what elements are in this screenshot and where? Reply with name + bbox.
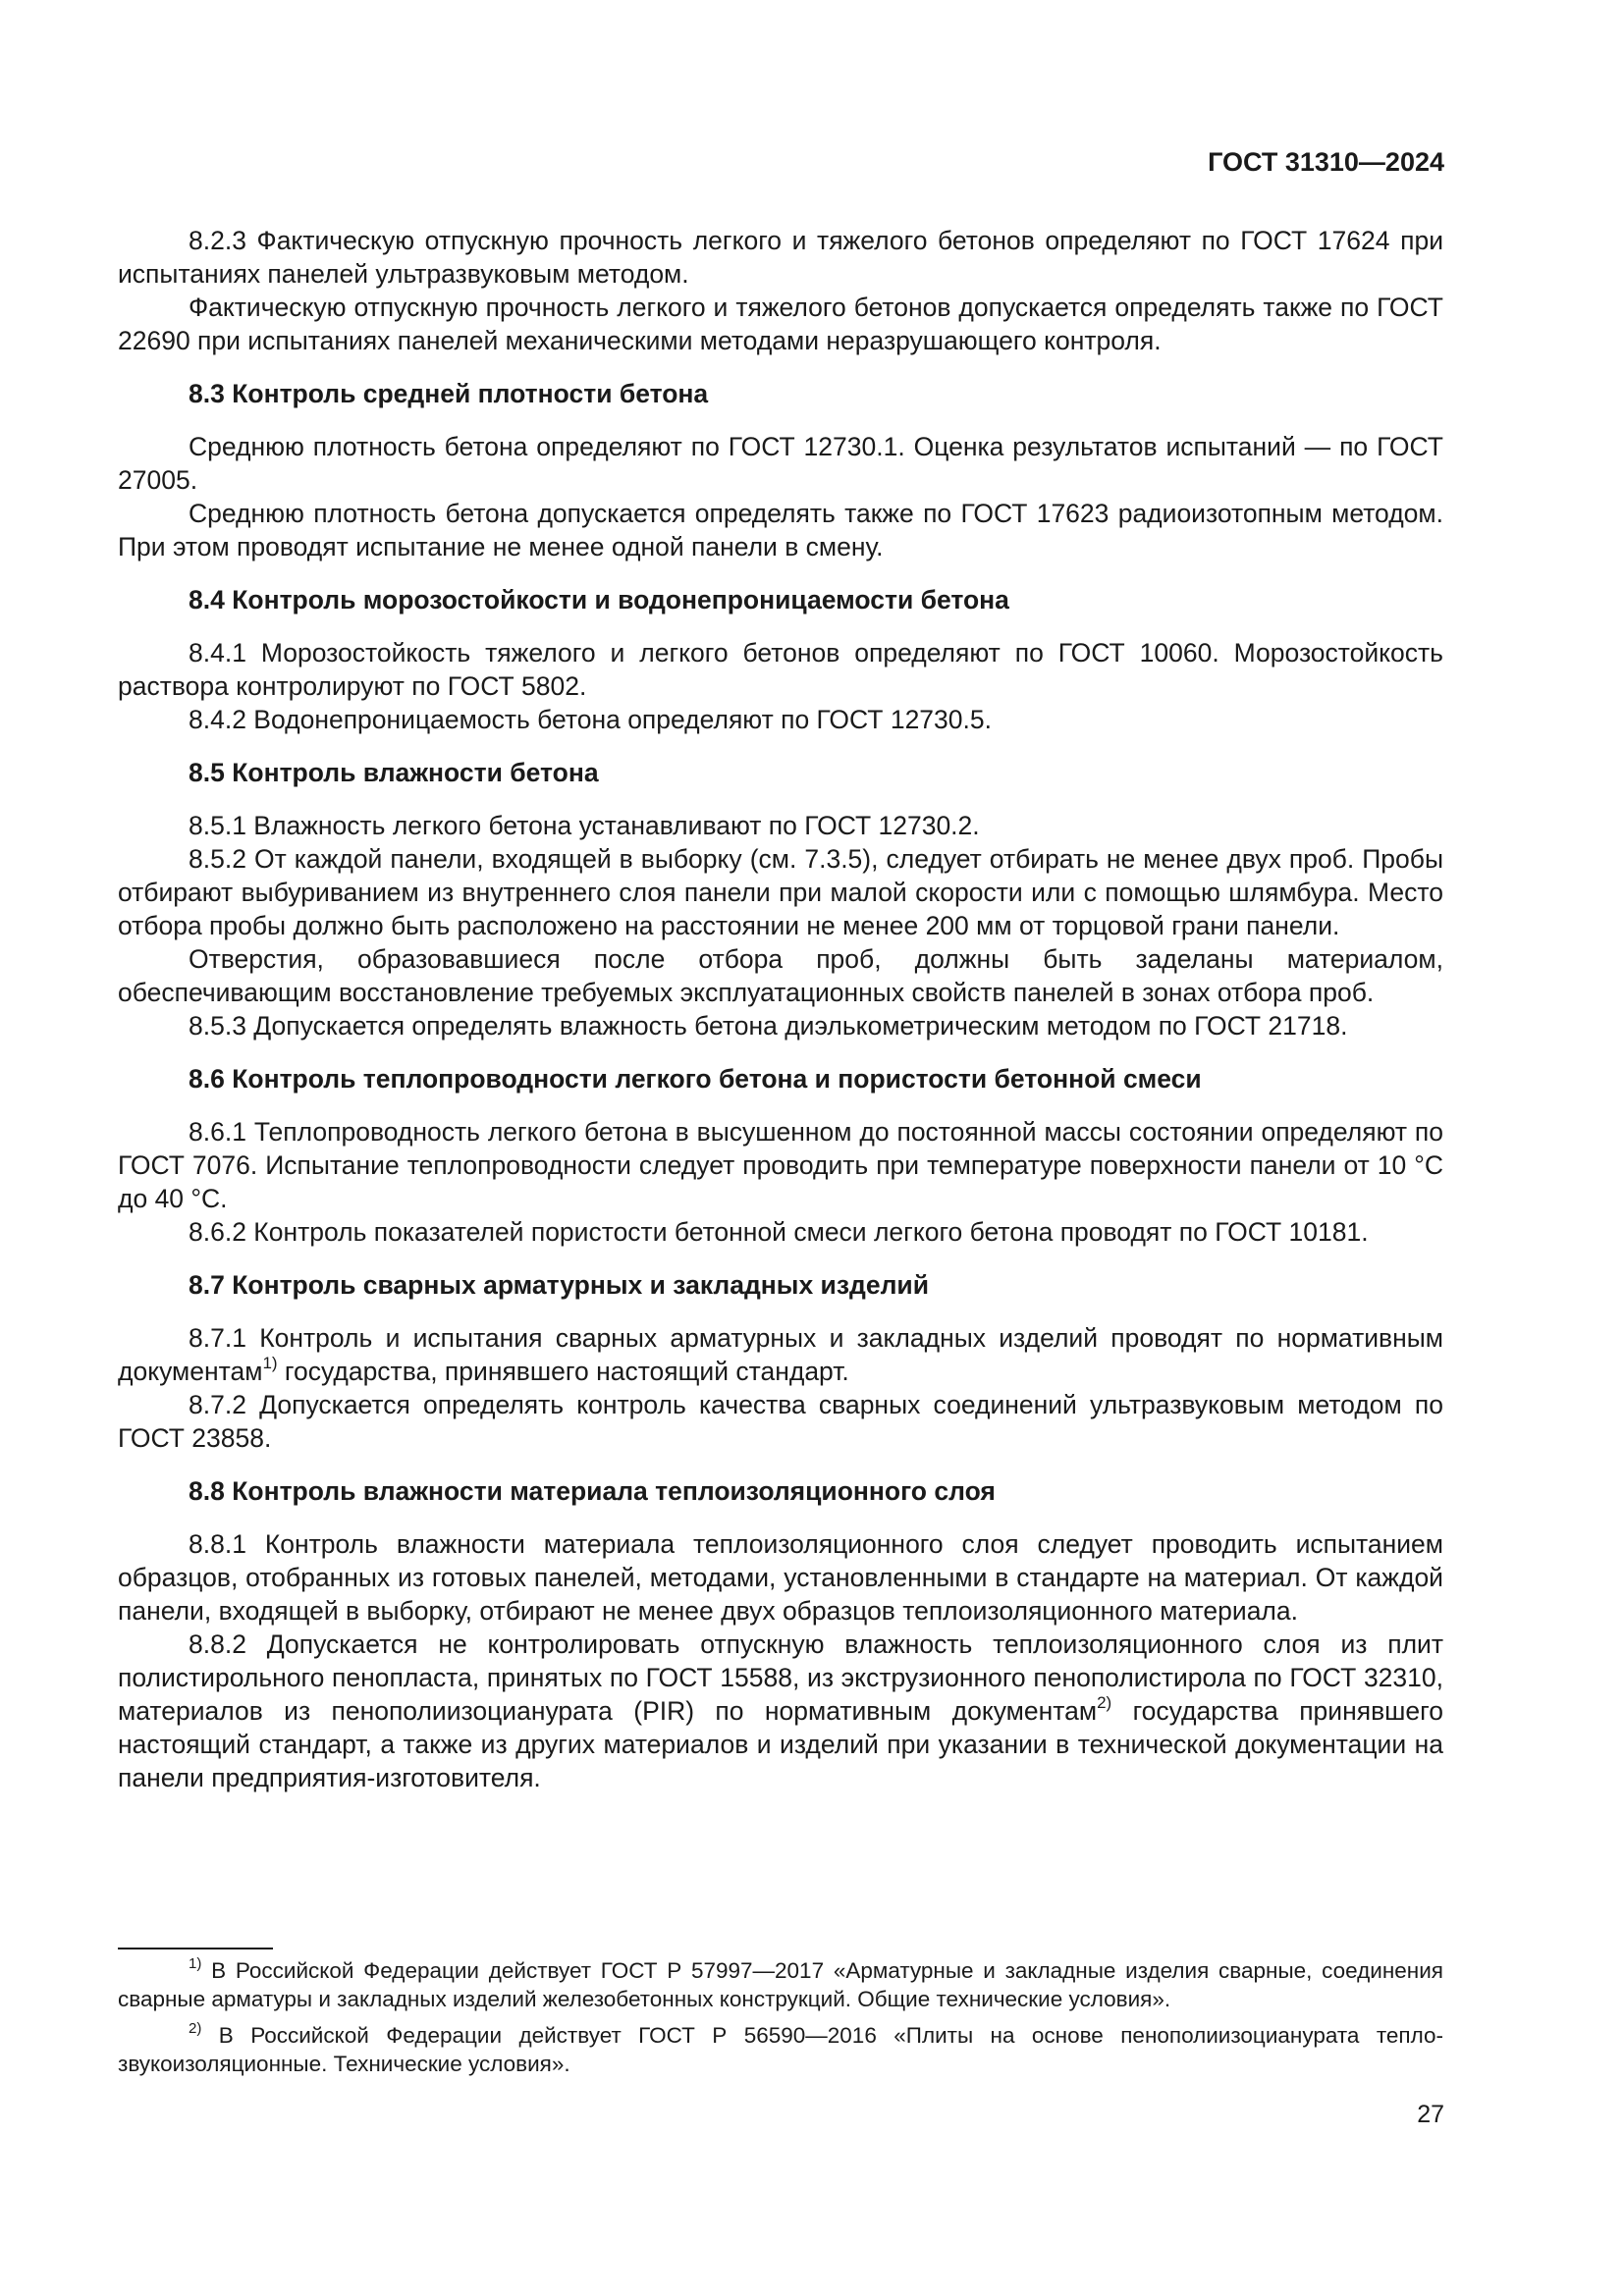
document-header: ГОСТ 31310—2024: [1208, 147, 1444, 177]
paragraph-8-5-3: 8.5.3 Допускается определять влажность бетона диэлькометрическим методом по ГОСТ 21718.: [189, 1011, 1348, 1041]
footnote-1-text: В Российской Федерации действует ГОСТ Р 57997—2017 «Арматурные и закладные изделия сварные, соединения сварные арматуры и закладных изделий железобетонных конструкций. Общие технические условия».: [118, 1958, 1443, 2011]
paragraph-8-8-2-tail: государства принявшего настоящий стандарт, а также из других материалов и изделий при указании в технической документации на панели предприятия-изготовителя.: [118, 1696, 1443, 1792]
footnote-reference-2[interactable]: 2): [1097, 1693, 1112, 1713]
paragraph-8-7-1: [118, 1321, 1443, 1388]
paragraph-8-5-1: 8.5.1 Влажность легкого бетона устанавливают по ГОСТ 12730.2.: [189, 811, 980, 840]
footnote-2: [118, 2021, 1443, 2078]
footnote-2-text: В Российской Федерации действует ГОСТ Р 56590—2016 «Плиты на основе пенополиизоцианурата тепло-звукоизоляционные. Технические условия».: [118, 2023, 1443, 2076]
paragraph-8-3-b: Среднюю плотность бетона допускается определять также по ГОСТ 17623 радиоизотопным методом. При этом проводят испытание не менее одной панели в смену.: [118, 499, 1443, 561]
paragraph-8-4-1: 8.4.1 Морозостойкость тяжелого и легкого бетонов определяют по ГОСТ 10060. Морозостойкость раствора контролируют по ГОСТ 5802.: [118, 638, 1443, 701]
paragraph-8-7-1-text: 8.7.1 Контроль и испытания сварных арматурных и закладных изделий проводят по нормативным документам: [118, 1323, 1443, 1386]
footnote-divider: [118, 1948, 273, 1949]
footnote-1-mark: 1): [189, 1954, 202, 1972]
section-heading-8-6: 8.6 Контроль теплопроводности легкого бетона и пористости бетонной смеси: [189, 1064, 1202, 1094]
footnotes: [118, 1956, 1443, 2086]
paragraph-8-7-2: 8.7.2 Допускается определять контроль качества сварных соединений ультразвуковым методом по ГОСТ 23858.: [118, 1390, 1443, 1453]
document-body: [118, 224, 1443, 1794]
paragraph-8-8-2-text: 8.8.2 Допускается не контролировать отпускную влажность теплоизоляционного слоя из плит полистирольного пенопласта, принятых по ГОСТ 15588, из экструзионного пенополистирола по ГОСТ 32310, материалов из пенополиизоцианурата (PIR) по нормативным документам: [118, 1629, 1443, 1726]
paragraph-8-6-1: 8.6.1 Теплопроводность легкого бетона в высушенном до постоянной массы состоянии определяют по ГОСТ 7076. Испытание теплопроводности следует проводить при температуре поверхности панели от 10 °С до 40 °С.: [118, 1117, 1443, 1213]
section-heading-8-7: 8.7 Контроль сварных арматурных и закладных изделий: [189, 1270, 929, 1300]
footnote-1: [118, 1956, 1443, 2013]
page-number: 27: [1417, 2101, 1444, 2128]
paragraph-8-3-a: Среднюю плотность бетона определяют по ГОСТ 12730.1. Оценка результатов испытаний — по ГОСТ 27005.: [118, 432, 1443, 495]
paragraph-8-5-2: 8.5.2 От каждой панели, входящей в выборку (см. 7.3.5), следует отбирать не менее двух проб. Пробы отбирают выбуриванием из внутреннего слоя панели при малой скорости или с помощью шлямбура. Место отбора пробы должно быть расположено на расстоянии не менее 200 мм от торцовой грани панели.: [118, 844, 1443, 940]
paragraph-8-8-1: 8.8.1 Контроль влажности материала теплоизоляционного слоя следует проводить испытанием образцов, отобранных из готовых панелей, методами, установленными в стандарте на материал. От каждой панели, входящей в выборку, отбирают не менее двух образцов теплоизоляционного материала.: [118, 1529, 1443, 1626]
footnote-reference-1[interactable]: 1): [262, 1354, 278, 1373]
section-heading-8-8: 8.8 Контроль влажности материала теплоизоляционного слоя: [189, 1476, 996, 1506]
paragraph-8-6-2: 8.6.2 Контроль показателей пористости бетонной смеси легкого бетона проводят по ГОСТ 10181.: [189, 1217, 1369, 1247]
paragraph-8-2-3-continued: Фактическую отпускную прочность легкого и тяжелого бетонов допускается определять также по ГОСТ 22690 при испытаниях панелей механическими методами неразрушающего контроля.: [118, 293, 1443, 355]
section-heading-8-3: 8.3 Контроль средней плотности бетона: [189, 379, 709, 408]
paragraph-8-5-2-continued: Отверстия, образовавшиеся после отбора проб, должны быть заделаны материалом, обеспечивающим восстановление требуемых эксплуатационных свойств панелей в зонах отбора проб.: [118, 944, 1443, 1007]
footnote-2-mark: 2): [189, 2019, 202, 2037]
paragraph-8-8-2: [118, 1628, 1443, 1794]
paragraph-8-4-2: 8.4.2 Водонепроницаемость бетона определяют по ГОСТ 12730.5.: [189, 705, 992, 734]
paragraph-8-7-1-tail: государства, принявшего настоящий стандарт.: [277, 1357, 849, 1386]
section-heading-8-4: 8.4 Контроль морозостойкости и водонепроницаемости бетона: [189, 585, 1009, 614]
paragraph-8-2-3: 8.2.3 Фактическую отпускную прочность легкого и тяжелого бетонов определяют по ГОСТ 17624 при испытаниях панелей ультразвуковым методом.: [118, 226, 1443, 289]
section-heading-8-5: 8.5 Контроль влажности бетона: [189, 758, 599, 787]
